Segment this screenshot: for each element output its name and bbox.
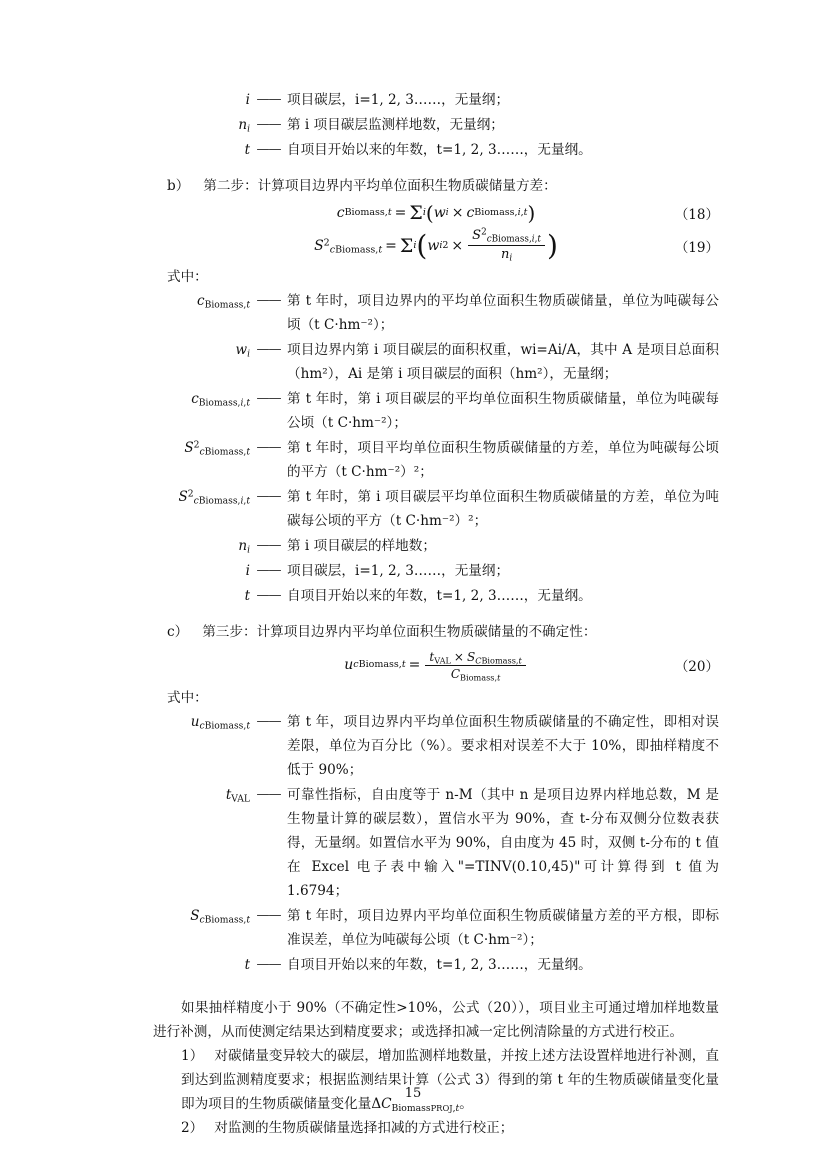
page-content: [153, 88, 719, 1140]
definition-dash: ——: [256, 117, 281, 132]
step-c-heading: [153, 620, 719, 644]
definition-row: [153, 783, 719, 903]
definition-description: 第 t 年时，项目平均单位面积生物质碳储量的方差，单位为吨碳每公顷的平方（t C·hm⁻²）²；: [287, 440, 719, 480]
fraction-numerator: $t_{VAL} \times S_{CBiomass,t}$: [425, 650, 525, 666]
definition-symbol: $c_{Biomass,i,t}$: [191, 391, 250, 409]
definition-row: [153, 559, 719, 583]
equation-19-fraction: [468, 228, 545, 263]
shi-zhong-label-c: 式中：: [167, 690, 208, 706]
closing-item-2-number: 2）: [181, 1120, 204, 1136]
definition-symbol: $n_i$: [238, 117, 250, 135]
step-b-heading: [153, 174, 719, 198]
closing-item-1-text-after: 。: [459, 1096, 473, 1112]
definition-row: [153, 584, 719, 608]
definition-dash: ——: [256, 908, 281, 923]
definition-description: 第 t 年时，第 i 项目碳层平均单位面积生物质碳储量的方差，单位为吨碳每公顷的平方（t C·hm⁻²）²；: [287, 489, 719, 529]
definition-description: 项目边界内第 i 项目碳层的面积权重，wi=Ai/A，其中 A 是项目总面积（hm²），Ai 是第 i 项目碳层的面积（hm²），无量纲；: [287, 342, 719, 382]
closing-item-2: [153, 1116, 719, 1140]
definition-dash: ——: [256, 342, 281, 357]
equation-18-body: c Biomass,t = Σ i ( w i × c Biomass,i,t ): [336, 201, 536, 225]
step-b-text: 第二步：计算项目边界内平均单位面积生物质碳储量方差：: [203, 178, 557, 194]
definition-description: 项目碳层，i=1, 2, 3……，无量纲；: [287, 563, 510, 579]
closing-item-1: [153, 1044, 719, 1116]
page-number: 15: [404, 1086, 422, 1101]
definition-symbol: t: [244, 957, 250, 973]
equation-19: [153, 228, 719, 263]
definition-row: [153, 485, 719, 533]
delta-c-biomass-symbol: $\Delta C_{BiomassPROJ,t}$: [371, 1096, 460, 1114]
definition-row: [153, 904, 719, 952]
fraction-denominator: $n_i$: [500, 247, 513, 264]
equation-20-number: （20）: [674, 659, 719, 675]
definition-symbol: $S_{cBiomass,t}$: [190, 908, 250, 926]
definition-description: 第 i 项目碳层的样地数；: [287, 538, 436, 554]
definition-symbol: t: [244, 142, 250, 158]
definition-description: 第 t 年时，项目边界内平均单位面积生物质碳储量方差的平方根，即标准误差，单位为吨碳每公顷（t C·hm⁻²）；: [287, 908, 719, 948]
definition-row: [153, 289, 719, 337]
definition-dash: ——: [256, 538, 281, 553]
step-b-definition-list: [153, 289, 719, 608]
definition-dash: ——: [256, 391, 281, 406]
definition-row: [153, 953, 719, 977]
definition-description: 可靠性指标，自由度等于 n-M（其中 n 是项目边界内样地总数，M 是生物量计算的碳层数），置信水平为 90%，查 t-分布双侧分位数表获得，无量纲。如置信水平为 90%，自由度为 45 时，双侧 t-分布的 t 值在 Excel 电子表中输入"=TINV(0.10,45)"可计算得到 t 值为 1.6794；: [287, 787, 719, 899]
definition-symbol: $c_{Biomass,t}$: [197, 293, 250, 311]
definition-dash: ——: [256, 489, 281, 504]
definition-symbol: $w_i$: [235, 342, 250, 360]
step-b-label: b）: [167, 178, 190, 194]
definition-dash: ——: [256, 92, 281, 107]
definition-dash: ——: [256, 563, 281, 578]
step-c-definition-list: [153, 710, 719, 977]
definition-symbol: $u_{cBiomass,t}$: [190, 714, 250, 732]
equation-19-number: （19）: [674, 239, 719, 256]
definition-row: [153, 436, 719, 484]
definition-symbol: i: [245, 563, 250, 579]
definition-description: 第 t 年时，第 i 项目碳层的平均单位面积生物质碳储量，单位为吨碳每公顷（t C·hm⁻²）；: [287, 391, 719, 431]
closing-item-2-text: 对监测的生物质碳储量选择扣减的方式进行校正；: [214, 1120, 514, 1136]
definition-symbol: $S^2_{cBiomass,t}$: [184, 439, 250, 458]
equation-20-body: u cBiomass,t = $\frac{t_{VAL} \times S_{CBiomass,t}}{C_{Biomass,t}}$: [153, 650, 719, 681]
definition-row: [153, 387, 719, 435]
equation-20: [153, 646, 719, 684]
definition-description: 自项目开始以来的年数，t=1, 2, 3……，无量纲。: [287, 588, 592, 604]
definition-row: [153, 138, 719, 162]
definition-row: [153, 534, 719, 558]
step-c-text: 第三步：计算项目边界内平均单位面积生物质碳储量的不确定性：: [202, 624, 597, 640]
closing-item-1-number: 1）: [181, 1048, 204, 1064]
definition-dash: ——: [256, 142, 281, 157]
shi-zhong-label-b: 式中：: [167, 269, 208, 285]
definition-description: 第 t 年，项目边界内平均单位面积生物质碳储量的不确定性，即相对误差限，单位为百分比（%）。要求相对误差不大于 10%，即抽样精度不低于 90%；: [287, 714, 719, 778]
equation-18-number: （18）: [674, 207, 719, 223]
definition-description: 自项目开始以来的年数，t=1, 2, 3……，无量纲。: [287, 142, 592, 158]
definition-dash: ——: [256, 714, 281, 729]
definition-dash: ——: [256, 787, 281, 802]
definition-symbol: $t_{VAL}$: [225, 787, 250, 805]
definition-symbol: $S^2_{cBiomass,i,t}$: [178, 488, 250, 507]
definition-dash: ——: [256, 440, 281, 455]
definition-symbol: i: [245, 92, 250, 108]
definition-dash: ——: [256, 293, 281, 308]
closing-item-1-text: 对碳储量变异较大的碳层，增加监测样地数量，并按上述方法设置样地进行补测，直到达到监测精度要求；根据监测结果计算（公式 3）得到的第 t 年的生物质碳储量变化量即为项目的生物质碳储量变化量: [181, 1048, 719, 1112]
definition-dash: ——: [256, 957, 281, 972]
equation-20-fraction: [425, 650, 525, 681]
closing-paragraph: 如果抽样精度小于 90%（不确定性>10%，公式（20）），项目业主可通过增加样地数量进行补测，从而使测定结果达到精度要求；或选择扣减一定比例清除量的方式进行校正。: [153, 1000, 719, 1040]
equation-19-body: $S^2_{cBiomass,t}$ = Σ i ( w i 2 × $\frac{S^2_{cBiomass,i,t}}{n_i}$ ): [314, 227, 558, 264]
step-c-label: c）: [167, 624, 189, 640]
definition-description: 第 t 年时，项目边界内的平均单位面积生物质碳储量，单位为吨碳每公顷（t C·hm⁻²）；: [287, 293, 719, 333]
fraction-denominator: $C_{Biomass,t}$: [450, 666, 501, 682]
definition-description: 自项目开始以来的年数，t=1, 2, 3……，无量纲。: [287, 957, 592, 973]
definition-symbol: $n_i$: [238, 538, 250, 556]
definition-row: [153, 338, 719, 386]
definition-description: 项目碳层，i=1, 2, 3……，无量纲；: [287, 92, 510, 108]
definition-symbol: t: [244, 588, 250, 604]
definition-row: [153, 88, 719, 112]
top-definition-list: [153, 88, 719, 162]
definition-row: [153, 113, 719, 137]
fraction-numerator: $S^2_{cBiomass,i,t}$: [468, 228, 545, 246]
equation-18: [153, 200, 719, 226]
definition-description: 第 i 项目碳层监测样地数，无量纲；: [287, 117, 504, 133]
definition-row: [153, 710, 719, 782]
definition-dash: ——: [256, 588, 281, 603]
